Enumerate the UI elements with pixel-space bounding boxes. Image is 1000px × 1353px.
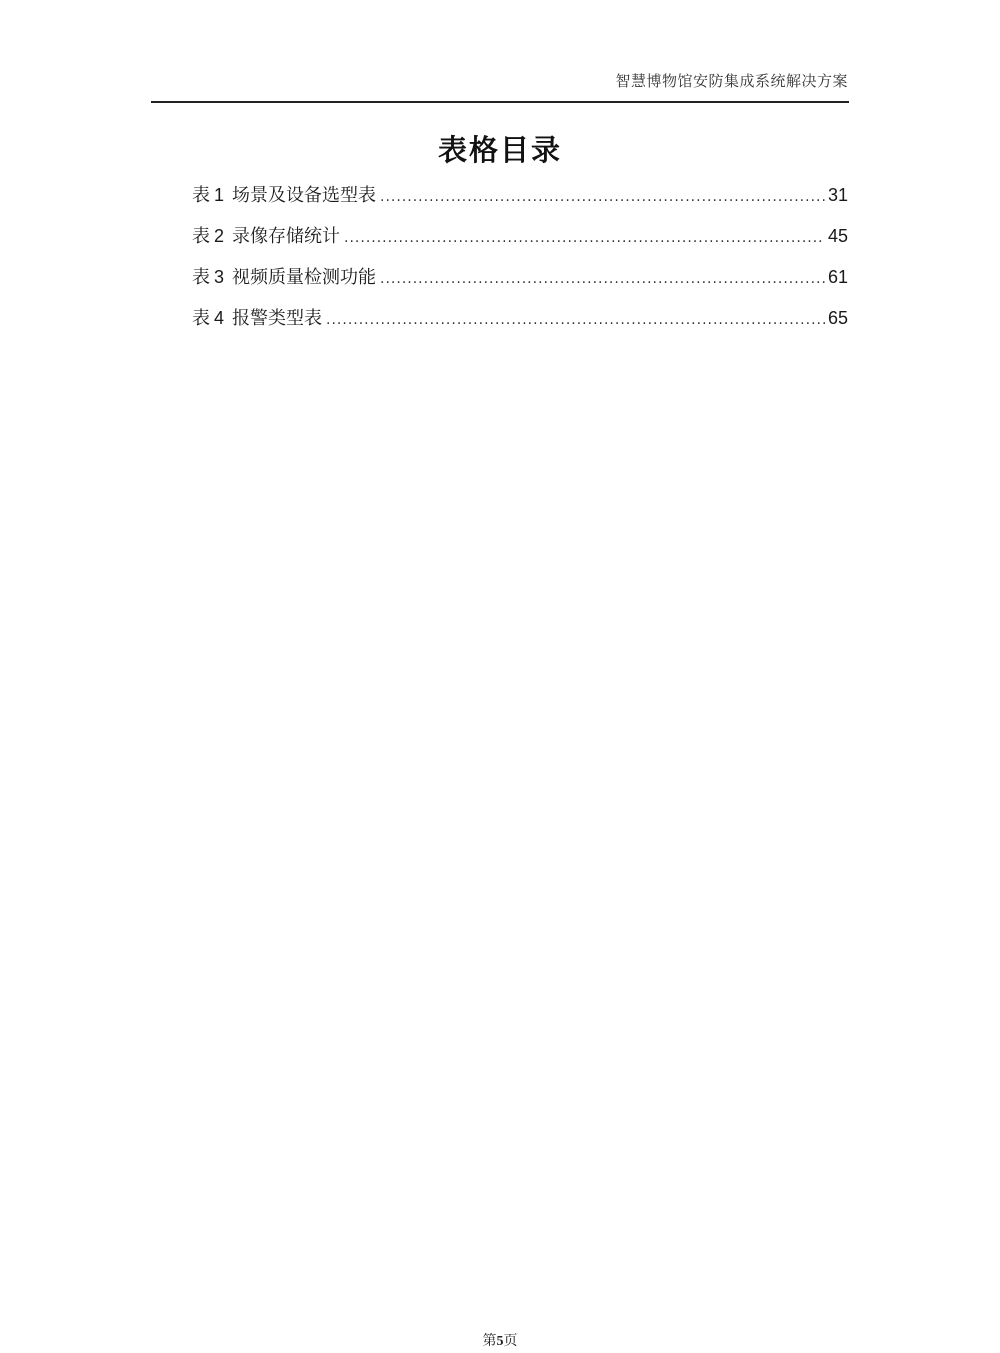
toc-entry-text: 场景及设备选型表 [232, 185, 377, 206]
toc-entry-page: 31 [827, 185, 848, 205]
toc-dot-leader [380, 189, 825, 205]
toc-entry-text: 录像存储统计 [232, 226, 341, 247]
toc-entry-prefix: 表 [192, 226, 210, 246]
toc-entry-page: 61 [827, 267, 848, 287]
toc-entry-prefix: 表 [192, 267, 210, 287]
footer-prefix: 第 [482, 1333, 497, 1349]
toc-entry-number: 3 [214, 267, 225, 287]
page-title: 表格目录 [437, 133, 562, 167]
toc-entry-prefix: 表 [192, 185, 210, 205]
toc-entry-page: 45 [827, 226, 848, 246]
toc-entry[interactable] [192, 181, 848, 222]
toc-entry-prefix: 表 [192, 308, 210, 328]
toc-dot-leader [326, 312, 825, 328]
toc-entry-page: 65 [827, 308, 848, 328]
running-header: 智慧博物馆安防集成系统解决方案 [615, 72, 848, 90]
toc-entry-label [192, 181, 376, 207]
page-footer [0, 1330, 1000, 1350]
toc-entry-label [192, 222, 340, 248]
toc-entry-number: 1 [214, 185, 225, 205]
toc-entry-number: 2 [214, 226, 225, 246]
toc-dot-leader [344, 230, 825, 246]
toc-entry-number: 4 [214, 308, 225, 328]
toc-entry-label [192, 304, 322, 330]
toc-entry[interactable] [192, 222, 848, 263]
toc-entry-text: 视频质量检测功能 [232, 267, 377, 288]
toc-entry[interactable] [192, 263, 848, 304]
page-number: 5 [496, 1334, 504, 1349]
toc-dot-leader [380, 271, 825, 287]
toc-entry[interactable] [192, 304, 848, 345]
footer-suffix: 页 [503, 1333, 518, 1349]
table-of-contents [192, 181, 848, 345]
toc-entry-text: 报警类型表 [232, 308, 323, 329]
toc-entry-label [192, 263, 376, 289]
header-divider [151, 101, 849, 103]
